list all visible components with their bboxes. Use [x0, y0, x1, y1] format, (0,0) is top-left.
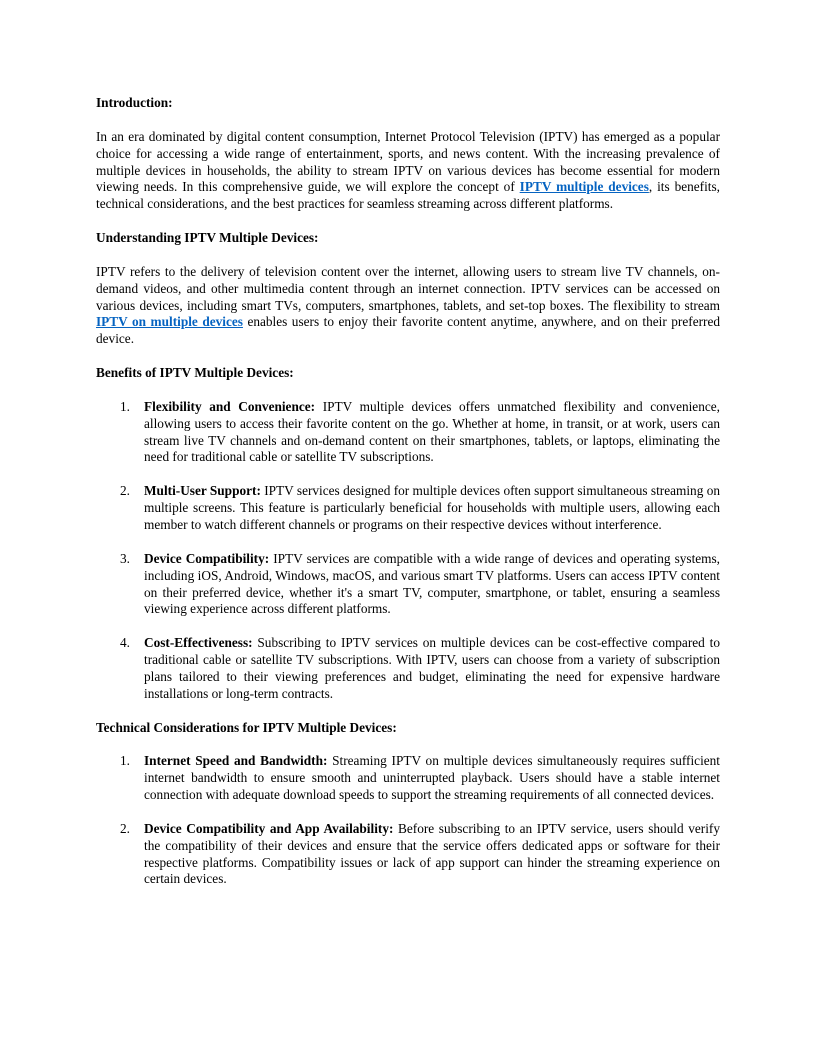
understanding-heading: Understanding IPTV Multiple Devices:: [96, 230, 319, 246]
list-item-text: IPTV multiple devices offers unmatched flexibility and convenience, allowing users to access their favorite content on the go. Whether at home, in transit, or at work, users can stream live TV channels and on-demand content on their smartphones, tablets, or laptops, eliminating the need for traditional cable or satellite TV subscriptions.: [144, 398, 720, 465]
list-item-title: Device Compatibility and App Availability:: [144, 820, 394, 836]
benefits-list: [96, 399, 720, 703]
list-item-text: IPTV services are compatible with a wide range of devices and operating systems, including iOS, Android, Windows, macOS, and various smart TV platforms. Users can access IPTV content on their preferred device, whether it's a smart TV, computer, smartphone, or tablet, ensuring a seamless viewing experience across different platforms.: [144, 550, 721, 617]
list-item-text: IPTV services designed for multiple devices often support simultaneous streaming on multiple screens. This feature is particularly beneficial for households with multiple users, allowing each member to watch different channels or programs on their respective devices without interference.: [144, 483, 720, 532]
intro-paragraph: [96, 129, 720, 214]
intro-heading: Introduction:: [96, 95, 173, 110]
iptv-multiple-devices-link[interactable]: IPTV multiple devices: [519, 179, 649, 195]
list-number: 2.: [120, 483, 130, 499]
list-number: 1.: [120, 753, 130, 769]
list-item-text: Subscribing to IPTV services on multiple devices can be cost-effective compared to traditional cable or satellite TV subscriptions. With IPTV, users can choose from a variety of subscription plans tailored to their viewing preferences and budget, eliminating the need for expensive hardware installations or long-term contracts.: [144, 635, 720, 701]
list-item-title: Internet Speed and Bandwidth:: [144, 753, 328, 769]
list-number: 3.: [120, 550, 130, 566]
intro-text-1: In an era dominated by digital content consumption, Internet Protocol Television (IPTV) has emerged as a popular choice for accessing a wide range of entertainment, sports, and news content. With the increasing prevalence of multiple devices in households, the ability to stream IPTV on various devices has become essential for modern viewing needs. In this comprehensive guide, we will explore the concept of: [96, 128, 720, 195]
technical-heading: Technical Considerations for IPTV Multiple Devices:: [96, 719, 397, 735]
list-number: 4.: [120, 635, 130, 651]
list-item: [96, 753, 720, 804]
list-item: [96, 551, 720, 619]
list-item-title: Flexibility and Convenience:: [144, 398, 316, 414]
list-item-title: Device Compatibility:: [144, 550, 270, 566]
understanding-text-2: enables users to enjoy their favorite content anytime, anywhere, and on their preferred device.: [96, 314, 720, 347]
list-item: [96, 635, 720, 703]
list-item: [96, 483, 720, 534]
list-number: 2.: [120, 820, 130, 836]
iptv-on-multiple-devices-link[interactable]: IPTV on multiple devices: [96, 314, 243, 330]
list-item: [96, 399, 720, 467]
list-number: 1.: [120, 398, 130, 414]
list-item-title: Multi-User Support:: [144, 483, 261, 499]
understanding-text-1: IPTV refers to the delivery of television content over the internet, allowing users to stream live TV channels, on-demand videos, and other multimedia content through an internet connection. IPTV services can be accessed on various devices, including smart TVs, computers, smartphones, tablets, and set-top boxes. The flexibility to stream: [96, 263, 720, 313]
document-page: [96, 95, 720, 905]
list-item-text: Before subscribing to an IPTV service, users should verify the compatibility of their devices and ensure that the service offers dedicated apps or software for their respective platforms. Compatibility issues or lack of app support can hinder the streaming experience on certain devices.: [144, 820, 721, 887]
list-item: [96, 821, 720, 889]
intro-text-2: , its benefits, technical considerations, and the best practices for seamless streaming across different platforms.: [96, 179, 721, 212]
understanding-paragraph: [96, 264, 720, 349]
list-item-title: Cost-Effectiveness:: [144, 635, 253, 651]
technical-list: [96, 753, 720, 888]
list-item-text: Streaming IPTV on multiple devices simultaneously requires sufficient internet bandwidth to ensure smooth and uninterrupted playback. Users should have a stable internet connection with adequate download speeds to support the streaming requirements of all connected devices.: [144, 753, 721, 803]
benefits-heading: Benefits of IPTV Multiple Devices:: [96, 365, 294, 381]
